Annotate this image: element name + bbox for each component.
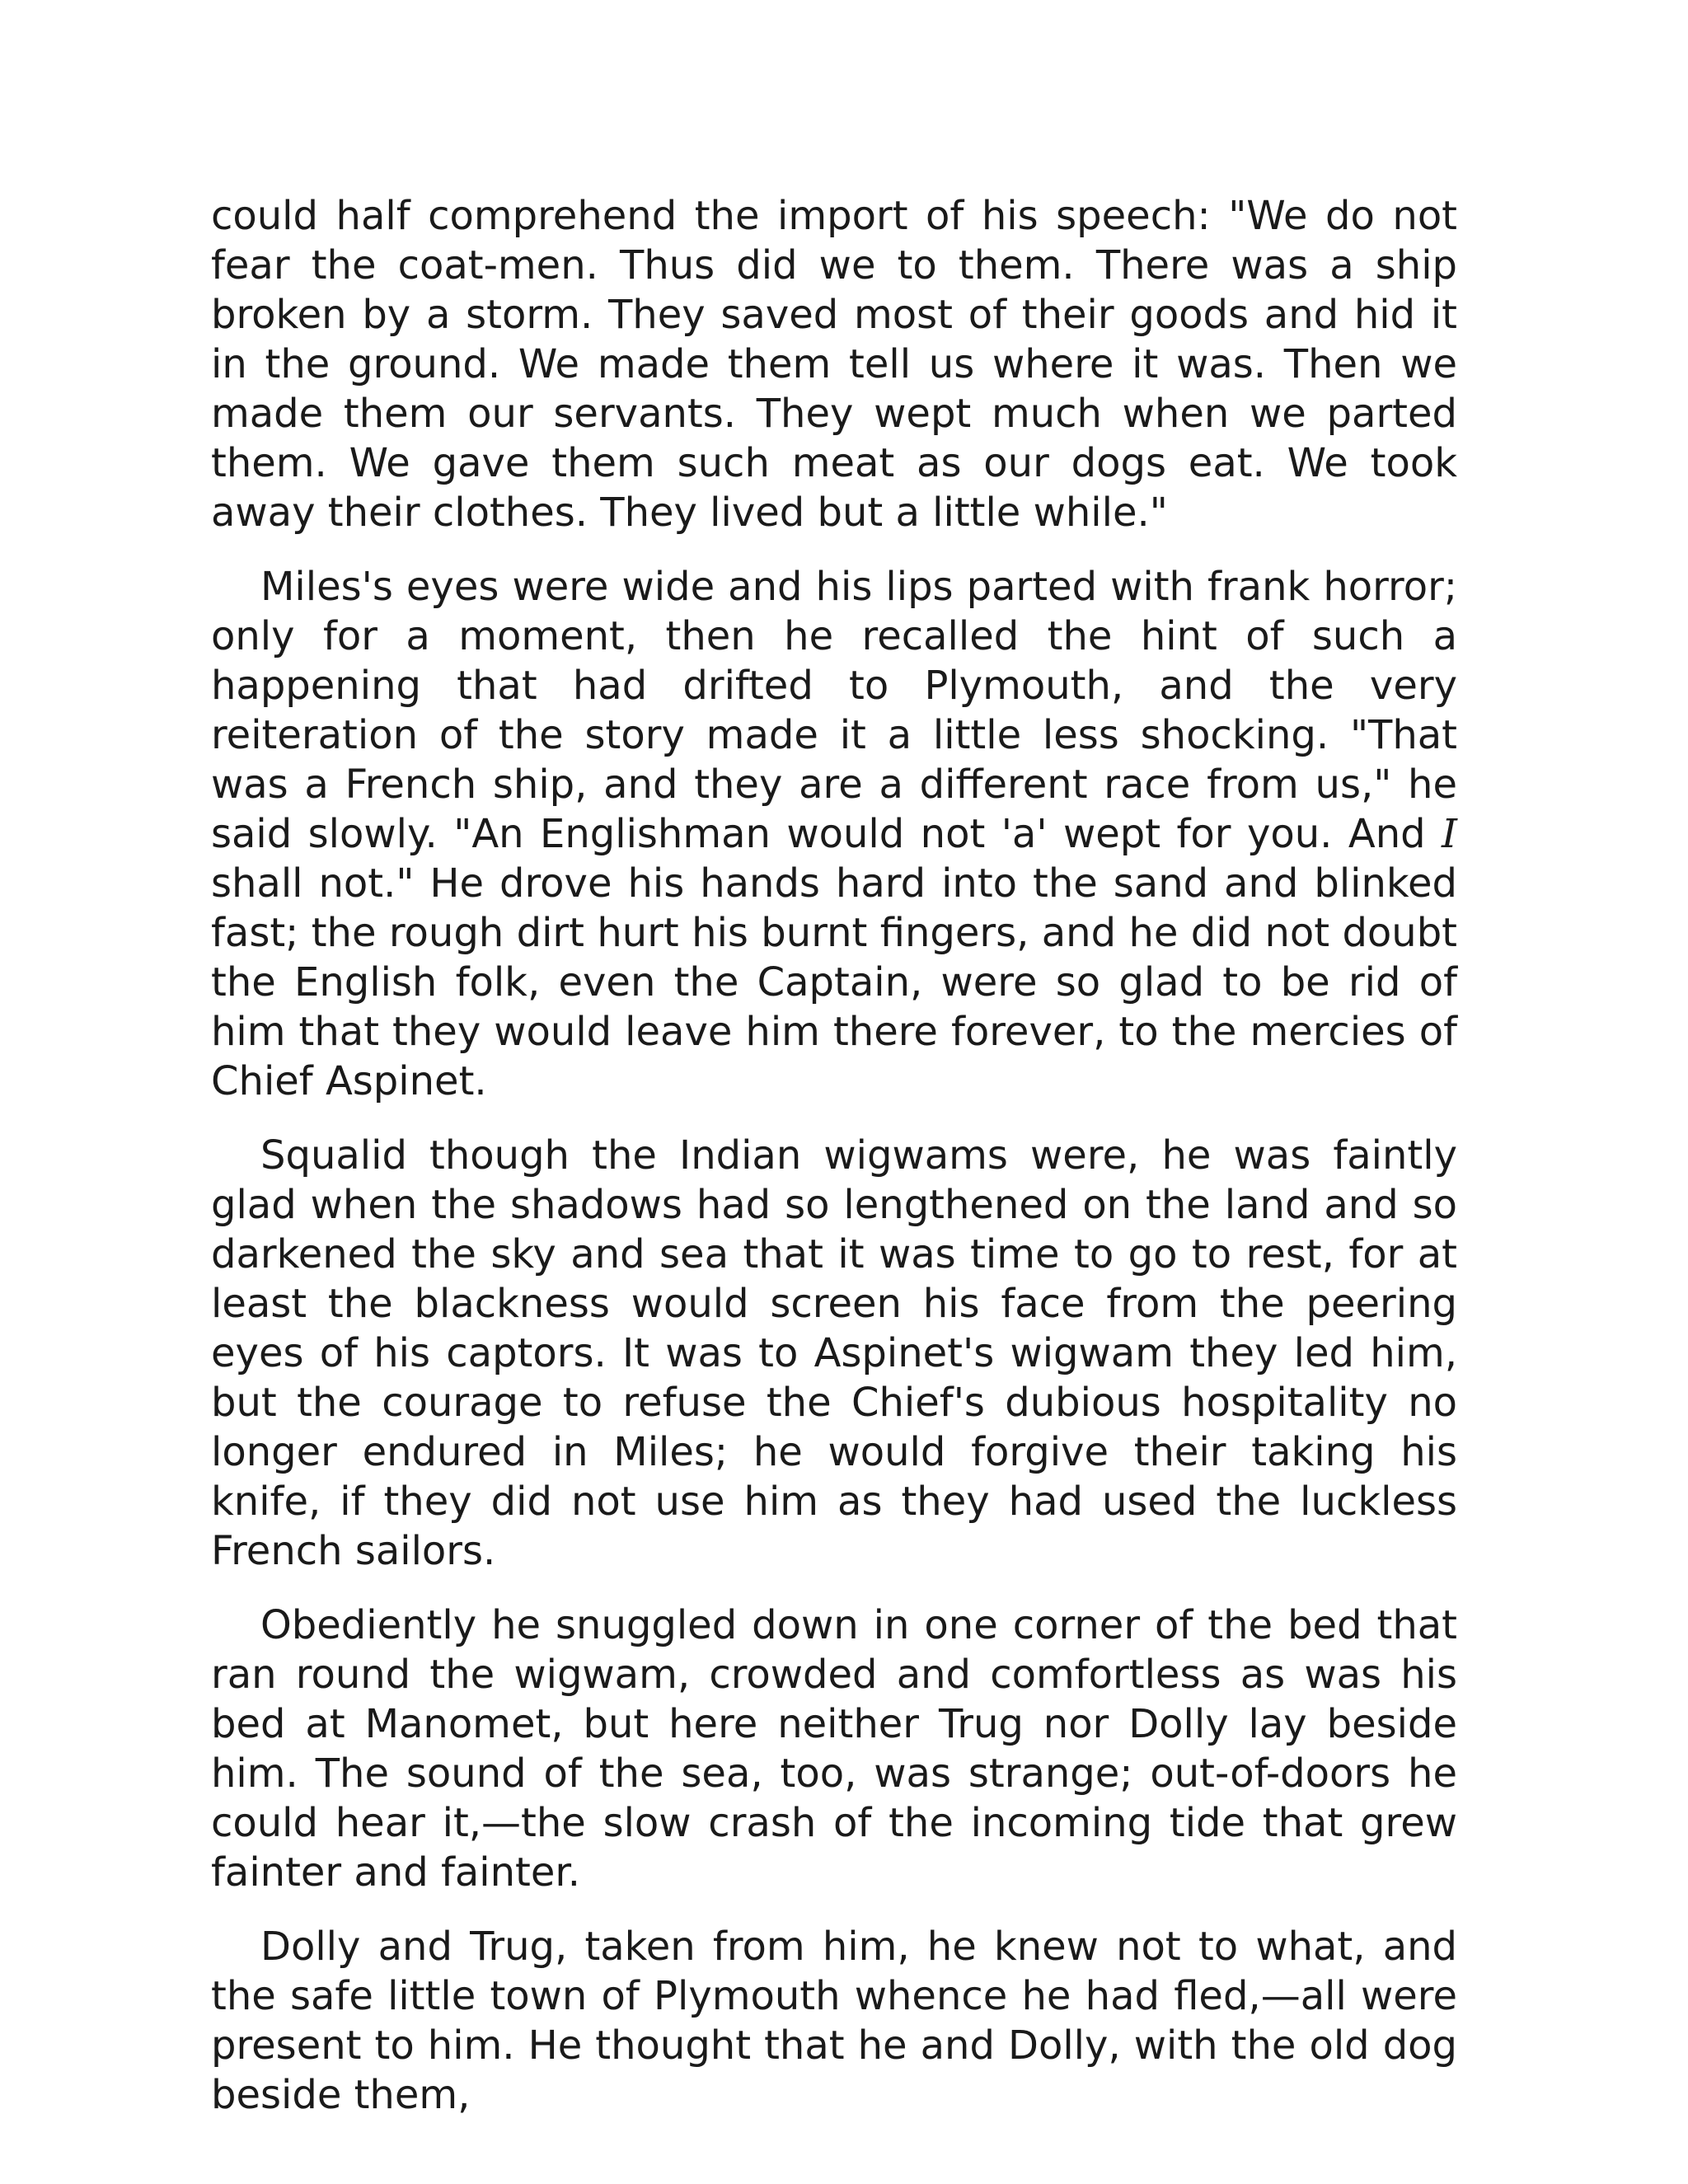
paragraph-continued: could half comprehend the import of his speech: "We do not fear the coat-men. Thus did we to them. There was a ship broken by a storm. They saved most of their goods and hid it in the ground. We made them tell us where it was. Then we made them our servants. They wept much when we parted them. We gave them such meat as our dogs eat. We took away their clothes. They lived but a little while." — [211, 193, 1457, 536]
paragraph-wigwams: Squalid though the Indian wigwams were, he was faintly glad when the shadows had so lengthened on the land and so darkened the sky and sea that it was time to go to rest, for at least the blackness would screen his face from the peering eyes of his captors. It was to Aspinet's wigwam they led him, but the courage to refuse the Chief's dubious hospitality no longer endured in Miles; he would forgive their taking his knife, if they did not use him as they had used the luckless French sailors. — [211, 1132, 1457, 1574]
book-page — [211, 191, 1457, 2120]
paragraph-text-after-emphasis: shall not." He drove his hands hard into the sand and blinked fast; the rough dirt hurt his burnt fingers, and he did not doubt the English folk, even the Captain, were so glad to be rid of him that they would leave him there forever, to the mercies of Chief Aspinet. — [211, 860, 1457, 1104]
paragraph-dolly-trug: Dolly and Trug, taken from him, he knew not to what, and the safe little town of Plymouth whence he had fled,—all were present to him. He thought that he and Dolly, with the old dog beside them, — [211, 1924, 1457, 2118]
paragraph-bed: Obediently he snuggled down in one corner of the bed that ran round the wigwam, crowded and comfortless as was his bed at Manomet, but here neither Trug nor Dolly lay beside him. The sound of the sea, too, was strange; out-of-doors he could hear it,—the slow crash of the incoming tide that grew fainter and fainter. — [211, 1602, 1457, 1896]
emphasized-word: I — [1442, 811, 1457, 857]
paragraph-text-before-emphasis: Miles's eyes were wide and his lips parted with frank horror; only for a moment, then he recalled the hint of such a happening that had drifted to Plymouth, and the very reiteration of the story made it a little less shocking. "That was a French ship, and they are a different race from us," he said slowly. "An Englishman would not 'a' wept for you. And — [211, 564, 1457, 857]
paragraph-miles-horror — [211, 562, 1457, 1106]
